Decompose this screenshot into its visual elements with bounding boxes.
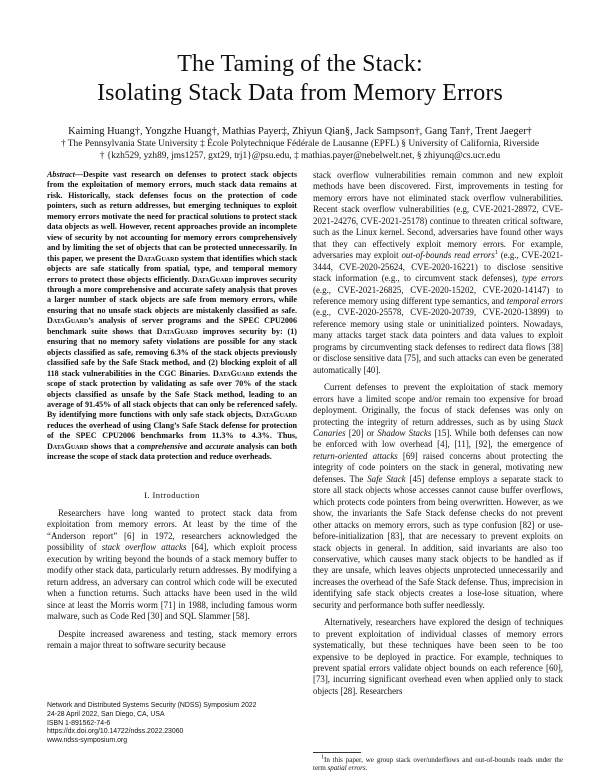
footnote-text xyxy=(313,756,563,773)
emphasis: spatial errors xyxy=(327,764,366,773)
paragraph-text: [20] or xyxy=(345,427,378,438)
paragraph-text: [69] raised concerns about protecting the integrity of code pointers on the stack in general, motivating new defenses. The xyxy=(313,450,563,484)
system-name: DataGuard xyxy=(47,441,89,451)
abstract-text: shows that a xyxy=(88,441,138,451)
abstract-text: reduces the overhead of using Clang’s Safe Stack defense for protection of the SPEC CPU2006 benchmarks from 11.3% to 4.3%. Thus, xyxy=(47,420,297,441)
abstract-lead: Abstract xyxy=(47,170,75,179)
paragraph-text: stack overflow vulnerabilities remain common and new exploit methods have been discovered. First, improvements in testing for memory errors have not eliminated stack overflow vulnerabilities. Recent stack overflow vulnerabilities (e.g, CVE-2021-28972, CVE-2021-24276, CVE-2021-25178) continue to threaten critical software, such as the Linux kernel. Second, adversaries have found other ways that they can effectively exploit memory errors. For example, adversaries may exploit xyxy=(313,170,563,261)
paragraph-text: (e.g., CVE-2020-25578, CVE-2020-20739, CVE-2020-13899) to reference memory using stale or uninitialized pointers. Nowadays, many attacks target stack data pointers and data values to exploit programs by circumventing stack defenses to redirect data flows [38] or disclose sensitive data [75], and such attacks can even be generated automatically [40]. xyxy=(313,307,563,375)
abstract-text: analysis can both increase the scope of stack data protection and reduce overheads. xyxy=(47,441,297,462)
paragraph xyxy=(313,170,563,376)
system-name: DataGuard xyxy=(191,274,234,284)
abstract-text: and xyxy=(187,441,206,451)
paragraph: Despite increased awareness and testing, stack memory errors remain a major threat to software security because xyxy=(47,628,297,650)
affiliation-institutions: † The Pennsylvania State University ‡ École Polytechnique Fédérale de Lausanne (EPFL) § University of California, Riverside xyxy=(60,139,540,149)
abstract-text: —Despite vast research on defenses to protect stack objects from the exploitation of memory errors, much stack data remains at risk. Historically, stack defenses focus on the protection of code pointers, such as return addresses, but emerging techniques to exploit memory errors motivate the need for practical solutions to protect stack data objects as well. However, recent approaches provide an incomplete view of security by not accounting for memory errors comprehensively and by limiting the set of objects that can be protected unnecessarily. In this paper, we present the xyxy=(47,170,297,263)
footnote-marker[interactable]: 1 xyxy=(494,250,498,257)
footnote-body: . xyxy=(365,764,368,773)
abstract-text: extends the scope of stack protection by validating as safe over 70% of the stack objects classified as unsafe by the Safe Stack method, leading to an average of 91.45% of all stack objects that can only be referenced safely. By identifying more functions with only safe stack objects, xyxy=(47,368,298,420)
footer-isbn: ISBN 1-891562-74-6 xyxy=(47,719,111,727)
system-name: DataGuard xyxy=(255,410,297,420)
paragraph: Alternatively, researchers have explored the design of techniques to prevent exploitation of individual classes of memory errors systematically, but these techniques have been seen to be too expensive to be deployed in practice. For example, techniques to prevent spatial errors validate object bounds on each reference [60], [73], incurring significant overhead even when applied only to stack objects [28]. Researchers xyxy=(313,617,563,696)
introduction-left-column xyxy=(47,508,297,651)
paragraph-text: Current defenses to prevent the exploitation of stack memory errors have a limited scope and/or remain too expensive for broad deployment. Originally, the focus of stack defenses was only on protecting the integrity of return addresses, such as by using xyxy=(313,382,563,427)
footer-dates: 24-28 April 2022, San Diego, CA, USA xyxy=(47,710,165,718)
conference-footer xyxy=(47,702,297,746)
paragraph-text: (e.g., CVE-2021-3444, CVE-2020-25624, CVE-2020-16221) to disclose sensitive stack information (e.g., to circumvent stack defenses), xyxy=(313,250,563,284)
system-name: DataGuard xyxy=(156,326,198,336)
abstract-text: system that identifies which stack objects are safe statically from spatial, type, and temporal memory errors to protect those objects efficiently. xyxy=(47,253,297,284)
abstract-text: ’s analysis of server programs and the SPEC CPU2006 benchmark suite shows that xyxy=(47,316,297,336)
footnote xyxy=(313,756,563,773)
paragraph xyxy=(47,508,297,623)
system-name: DataGuard xyxy=(47,316,89,326)
footer-venue: Network and Distributed Systems Security (NDSS) Symposium 2022 xyxy=(47,702,257,709)
footnote-divider xyxy=(313,752,361,753)
paragraph-text: [64], which exploit process execution by writing beyond the bounds of a stack memory buffer to modify other stack data, particularly return addresses. By modifying a return address, an adversary can control which code will be executed when a function returns. Such attacks have been used in the wild since at least the Morris worm [71] in 1988, including famous worm malware, such as Code Red [30] and SQL Slammer [58]. xyxy=(47,542,297,622)
abstract xyxy=(47,170,297,463)
emphasis: Stack Canaries xyxy=(313,416,563,438)
paragraph-text: Researchers have long wanted to protect stack data from exploitation from memory errors. At least by the time of the “Anderson report” [6] in 1972, researchers acknowledged the possibility of xyxy=(47,508,297,553)
paper-title-line-1: The Taming of the Stack: xyxy=(177,51,423,77)
system-name: DataGuard xyxy=(137,253,179,263)
abstract-emphasis: accurate xyxy=(205,441,234,451)
abstract-text: improves security through a more comprehensive and accurate safety analysis that proves a larger number of stack objects are safe from memory errors, while ensuring that no unsafe stack objects are mistakenly classified as safe. xyxy=(47,274,297,315)
footnote-body: In this paper, we group stack over/underflows and out-of-bounds reads under the term xyxy=(313,756,563,773)
section-heading-introduction: I. Introduction xyxy=(144,490,200,500)
footer-website-link[interactable]: www.ndss-symposium.org xyxy=(47,737,128,745)
footnote-number: 1 xyxy=(321,754,324,761)
paragraph-text: (e.g., CVE-2021-26825, CVE-2020-15202, CVE-2020-14147) to reference memory using different type semantics, and xyxy=(313,284,563,306)
emphasis: temporal errors xyxy=(506,295,563,306)
abstract-text: improves security by: (1) ensuring that no memory safety violations are possible for any stack objects classified as safe, removing 6.3% of the stack objects previously classified safe by the Safe Stack method, and (2) blocking exploit of all 118 stack vulnerabilities in the CGC Binaries. xyxy=(47,326,297,378)
footer-doi-link[interactable]: https://dx.doi.org/10.14722/ndss.2022.23060 xyxy=(47,728,184,736)
affiliation-emails: † {kzh529, yzh89, jms1257, gxt29, trj1}@psu.edu, ‡ mathias.payer@nebelwelt.net, § zhiyunq@cs.ucr.edu xyxy=(99,150,501,161)
paragraph-text: [15]. While both defenses can now be enforced with low overhead [4], [11], [92], the emergence of xyxy=(313,427,564,450)
emphasis: Shadow Stacks xyxy=(377,427,432,438)
emphasis: Safe Stack xyxy=(367,473,406,484)
paragraph-text: [45] defense employs a separate stack to store all stack objects whose accesses cannot cause buffer overflows, which protects code pointers from being overwritten. However, as we show, the invariants the Safe Stack defense checks do not prevent other attacks on memory errors, such as type confusion [82] or use-before-initialization [83], that are necessary to prevent exploits on stack objects in general. In addition, said invariants are also too conservative, which causes many stack objects to be handled as if they are unsafe, which leaves objects unprotected unnecessarily and increases the overhead of the Safe Stack defense. Thus, imprecision in identifying safe stack objects creates a lose-lose situation, where security and performance both suffer needlessly. xyxy=(313,473,564,610)
emphasis: stack overflow attacks xyxy=(101,542,187,553)
emphasis: return-oriented attacks xyxy=(313,450,398,461)
author-list: Kaiming Huang†, Yongzhe Huang†, Mathias Payer‡, Zhiyun Qian§, Jack Sampson†, Gang Tan†, Trent Jaeger† xyxy=(68,126,532,137)
abstract-emphasis: comprehensive xyxy=(137,441,188,451)
system-name: DataGuard xyxy=(213,368,255,378)
emphasis: type errors xyxy=(522,273,563,284)
emphasis: out-of-bounds read errors xyxy=(401,250,495,261)
paper-title-line-2: Isolating Stack Data from Memory Errors xyxy=(97,80,503,106)
affiliations xyxy=(0,139,600,162)
introduction-right-column xyxy=(313,170,563,697)
paragraph xyxy=(313,382,563,611)
